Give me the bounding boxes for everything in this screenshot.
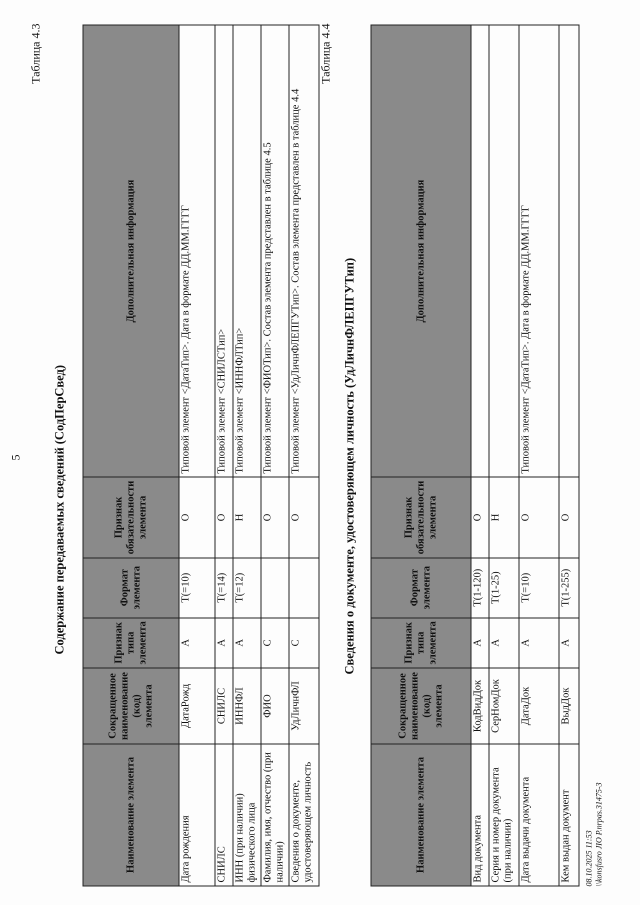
cell-name: ИНН (при наличии) физического лица [233,744,261,886]
cell-code: УдЛичнФЛ [289,668,319,744]
header-short-code: Сокращенное наименование (код) элемента [371,668,471,744]
cell-info [489,25,519,477]
cell-type: С [289,618,319,668]
cell-required: О [261,477,289,558]
cell-required: О [559,477,579,558]
table-row [519,25,559,886]
cell-type: А [233,618,261,668]
cell-name: Вид документа [471,744,489,886]
cell-format [289,558,319,618]
cell-type: А [179,618,215,668]
cell-info: Типовой элемент <ДатаТип>. Дата в формате ДД.ММ.ГГГГ [519,25,559,477]
cell-required: Н [233,477,261,558]
table-header-row [83,25,179,886]
cell-format [261,558,289,618]
table-row [289,25,319,886]
footer-timestamp: 08.10.2025 11:53 [584,830,594,887]
cell-type: А [471,618,489,668]
cell-format: T(=10) [519,558,559,618]
table-row [215,25,233,886]
cell-info: Типовой элемент <УдЛичнФЛЕПГУТип>. Состав элемента представлен в таблице 4.4 [289,25,319,477]
cell-code: СерНомДок [489,668,519,744]
print-footer [585,783,605,887]
cell-required: О [519,477,559,558]
cell-info: Типовой элемент <ФИОТип>. Состав элемента представлен в таблице 4.5 [261,25,289,477]
cell-format: T(1-120) [471,558,489,618]
footer-path: \\konsfusro JIO P.nrpas.31475-3 [594,782,604,887]
cell-type: А [215,618,233,668]
table-row [179,25,215,886]
cell-code: КодВидДок [471,668,489,744]
table-row [489,25,519,886]
table-row [559,25,579,886]
table-header-row [371,25,471,886]
cell-required: О [471,477,489,558]
page-number: 5 [8,454,23,461]
table-4-4-caption: Таблица 4.4 [318,23,333,84]
cell-info [559,25,579,477]
header-element-name: Наименование элемента [371,744,471,886]
cell-format: T(=12) [233,558,261,618]
header-format: Формат элемента [83,558,179,618]
header-type: Признак типа элемента [83,618,179,668]
cell-code: ДатаРожд [179,668,215,744]
header-type: Признак типа элемента [371,618,471,668]
cell-type: С [261,618,289,668]
cell-code: ВыдДок [559,668,579,744]
cell-name: СНИЛС [215,744,233,886]
cell-info: Типовой элемент <ДатаТип>. Дата в формате ДД.ММ.ГГГГ [179,25,215,477]
cell-required: О [179,477,215,558]
header-required: Признак обязательности элемента [83,477,179,558]
cell-name: Фамилия, имя, отчество (при наличии) [261,744,289,886]
cell-code: ФИО [261,668,289,744]
cell-info: Типовой элемент <ИННФЛТип> [233,25,261,477]
cell-code: ИННФЛ [233,668,261,744]
table-4-3 [83,25,320,887]
cell-type: А [519,618,559,668]
cell-name: Дата рождения [179,744,215,886]
cell-type: А [559,618,579,668]
table-4-3-title: Содержание передаваемых сведений (СодПерСвед) [52,364,67,655]
cell-name: Дата выдачи документа [519,744,559,886]
header-additional-info: Дополнительная информация [83,25,179,477]
cell-format: T(=10) [179,558,215,618]
table-row [261,25,289,886]
cell-name: Серия и номер документа (при наличии) [489,744,519,886]
cell-type: А [489,618,519,668]
table-row [233,25,261,886]
cell-name: Кем выдан документ [559,744,579,886]
header-element-name: Наименование элемента [83,744,179,886]
cell-format: T(=14) [215,558,233,618]
cell-required: О [215,477,233,558]
table-4-3-caption: Таблица 4.3 [28,23,43,84]
cell-code: ДатаДок [519,668,559,744]
cell-name: Сведения о документе, удостоверяющем личность [289,744,319,886]
cell-required: Н [489,477,519,558]
table-4-4 [371,25,580,887]
cell-info [471,25,489,477]
table-4-4-title: Сведения о документе, удостоверяющем личность (УдЛичнФЛЕПГУТип) [342,257,357,675]
cell-required: О [289,477,319,558]
rotated-page [1,0,640,905]
cell-format: T(1-25) [489,558,519,618]
header-required: Признак обязательности элемента [371,477,471,558]
header-format: Формат элемента [371,558,471,618]
cell-info: Типовой элемент <СНИЛСТип> [215,25,233,477]
cell-code: СНИЛС [215,668,233,744]
cell-format: T(1-255) [559,558,579,618]
table-row [471,25,489,886]
header-short-code: Сокращенное наименование (код) элемента [83,668,179,744]
header-additional-info: Дополнительная информация [371,25,471,477]
